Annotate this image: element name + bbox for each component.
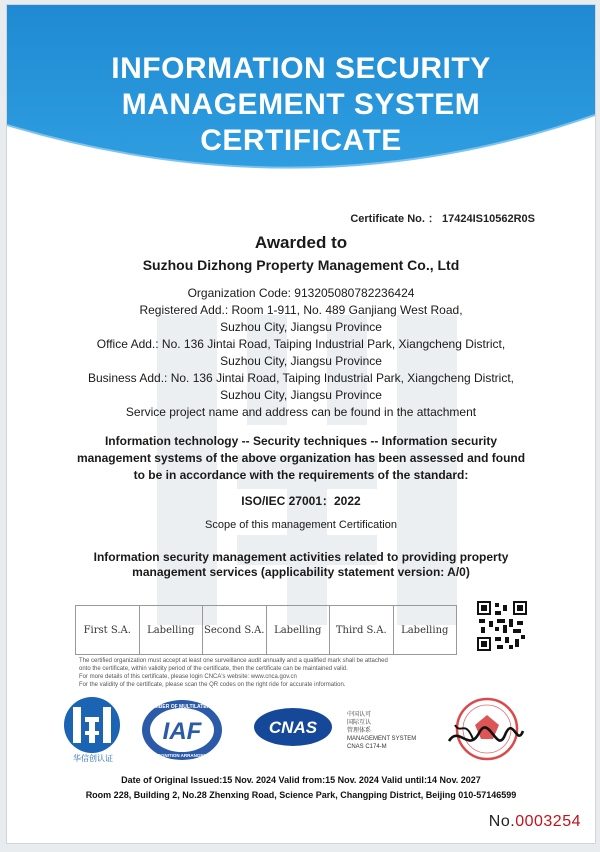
info-line: Registered Add.: Room 1-911, No. 489 Ganjiang West Road, (139, 303, 463, 317)
info-line: Suzhou City, Jiangsu Province (220, 354, 382, 368)
fine-print (79, 657, 479, 689)
awarded-to: Awarded to (254, 233, 348, 252)
sa-cell: Labelling (140, 606, 204, 654)
certificate-title (7, 51, 595, 159)
fine-line: onto the certificate, within validity period of the certificate, then the certificate can be maintained valid. (79, 666, 348, 672)
info-line: Service project name and address can be found in the attachment (125, 405, 477, 419)
info-line: Suzhou City, Jiangsu Province (220, 388, 382, 402)
certificate-page (6, 4, 596, 844)
fine-line: For the validity of the certificate, please scan the QR codes on the right ride for accurate information. (79, 682, 346, 688)
scope-label: Scope of this management Certification (205, 519, 397, 531)
sa-cell: Labelling (267, 606, 331, 654)
statement-line: to be in accordance with the requirements of the standard: (133, 468, 469, 482)
iaf-bottom-text: RECOGNITION ARRANGEMENT (147, 753, 217, 758)
scope-line: Information security management activities related to providing property (93, 550, 509, 564)
title-line: CERTIFICATE (200, 124, 402, 157)
standard-statement (7, 433, 595, 484)
info-line: Suzhou City, Jiangsu Province (220, 320, 382, 334)
cnas-line: 中国认可 (347, 712, 372, 718)
serial-number (489, 813, 581, 831)
official-seal-icon (445, 695, 525, 767)
cnas-line: 国际互认 (347, 720, 372, 726)
cnas-logo-icon (253, 707, 333, 747)
cnas-line: MANAGEMENT SYSTEM (347, 736, 417, 742)
info-line: Business Add.: No. 136 Jintai Road, Taiping Industrial Park, Xiangcheng District, (87, 371, 514, 385)
title-line: INFORMATION SECURITY (111, 52, 491, 85)
cnas-main-text: CNAS (268, 718, 318, 737)
sa-cell: Third S.A. (330, 606, 394, 654)
standard-name: ISO/IEC 27001：2022 (241, 494, 361, 508)
serial-prefix: No. (488, 813, 516, 830)
issuer-address: Room 228, Building 2, No.28 Zhenxing Road, Science Park, Changping District, Beijing 010-57146599 (85, 790, 517, 800)
sa-cell: Second S.A. (203, 606, 267, 654)
scope-line: management services (applicability statement version: A/0) (132, 565, 470, 579)
info-line: Organization Code: 913205080782236424 (187, 286, 415, 300)
iaf-main-text: IAF (162, 718, 202, 745)
cnas-line: CNAS C174-M (347, 744, 387, 750)
statement-line: Information technology -- Security techniques -- Information security (104, 434, 498, 448)
accreditation-logos (57, 695, 557, 770)
iaf-top-text: MEMBER OF MULTILATERAL (147, 704, 217, 710)
cnas-line: 管理体系 (347, 728, 372, 734)
title-line: MANAGEMENT SYSTEM (121, 88, 481, 121)
info-line: Office Add.: No. 136 Jintai Road, Taiping Industrial Park, Xiangcheng District, (96, 337, 506, 351)
company-name: Suzhou Dizhong Property Management Co., Ltd (142, 257, 460, 273)
fine-line: For more details of this certificate, please login CNCA's website: www.cnca.gov.cn (79, 674, 297, 680)
iaf-logo-icon (141, 699, 223, 761)
sa-cell: Labelling (401, 624, 449, 636)
organization-info (7, 285, 595, 421)
statement-line: management systems of the above organization has been assessed and found (76, 451, 526, 465)
validity-dates: Date of Original Issued:15 Nov. 2024 Valid from:15 Nov. 2024 Valid until:14 Nov. 2027 (121, 775, 481, 785)
surveillance-audit-table (75, 605, 457, 655)
qr-code[interactable] (477, 601, 527, 651)
certificate-number: Certificate No. ： 17424IS10562R0S (350, 213, 535, 225)
fine-line: The certified organization must accept at least one surveillance audit annually and a qualified mark shall be attached (79, 658, 388, 664)
huaxin-label: 华信创认证 (73, 754, 113, 763)
cnas-info (347, 711, 416, 751)
serial-digits: 0003254 (515, 813, 581, 830)
scope-text (7, 550, 595, 580)
sa-cell: First S.A. (76, 606, 140, 654)
